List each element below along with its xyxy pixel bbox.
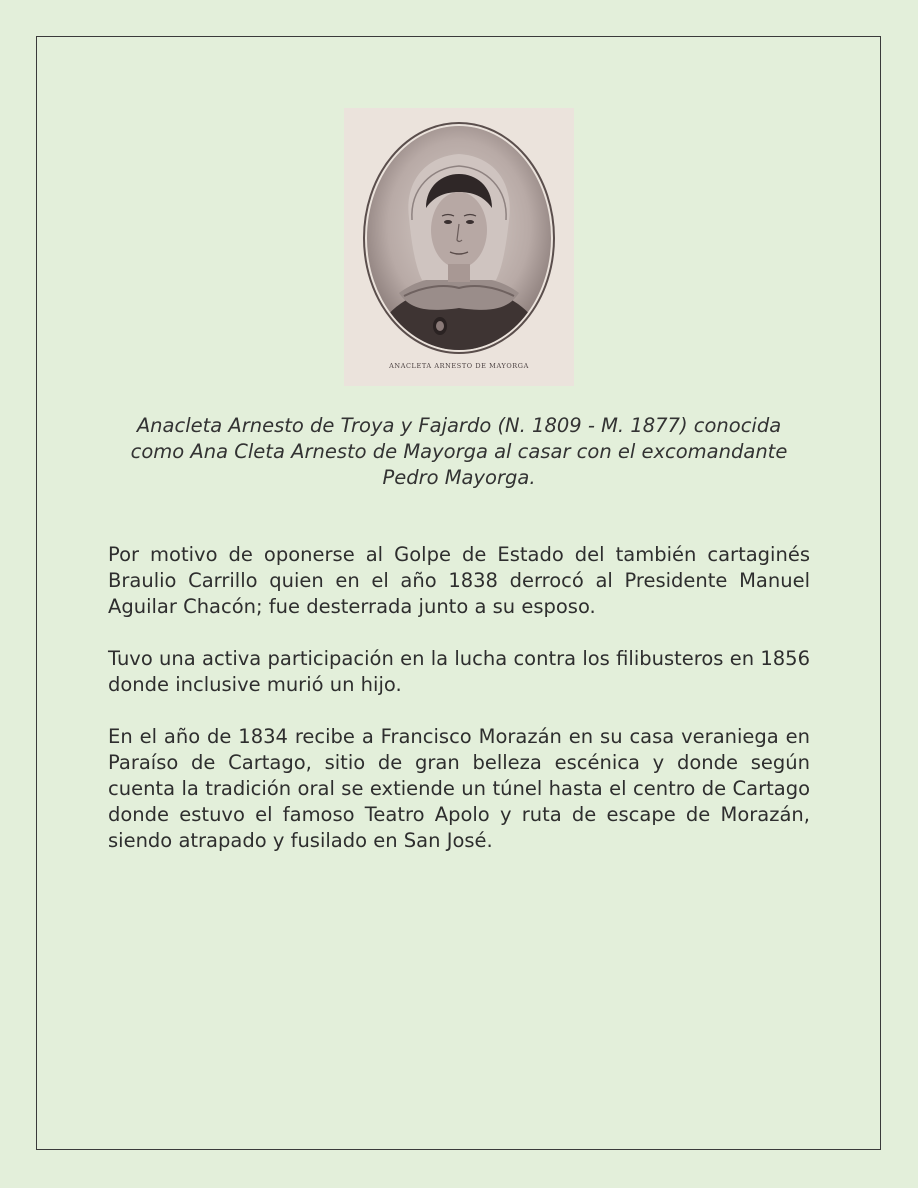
article-body — [108, 542, 810, 880]
paragraph-filibusters: Tuvo una activa participación en la lucha contra los filibusteros en 1856 donde inclusive murió un hijo. — [108, 647, 810, 696]
portrait-image — [344, 108, 574, 386]
paragraph-morazan: En el año de 1834 recibe a Francisco Morazán en su casa veraniega en Paraíso de Cartago, sitio de gran belleza escénica y donde según cuenta la tradición oral se extiende un túnel hasta el centro de Cartago donde estuvo el famoso Teatro Apolo y ruta de escape de Morazán, siendo atrapado y fusilado en San José. — [108, 725, 810, 852]
image-caption: Anacleta Arnesto de Troya y Fajardo (N. 1809 - M. 1877) conocida como Ana Cleta Arnesto de Mayorga al casar con el excomandante Pedro Mayorga. — [130, 414, 788, 489]
portrait-engraving — [344, 108, 574, 386]
paragraph-exile: Por motivo de oponerse al Golpe de Estado del también cartaginés Braulio Carrillo quien en el año 1838 derrocó al Presidente Manuel Aguilar Chacón; fue desterrada junto a su esposo. — [108, 543, 810, 618]
portrait-caption: ANACLETA ARNESTO DE MAYORGA — [389, 362, 529, 370]
